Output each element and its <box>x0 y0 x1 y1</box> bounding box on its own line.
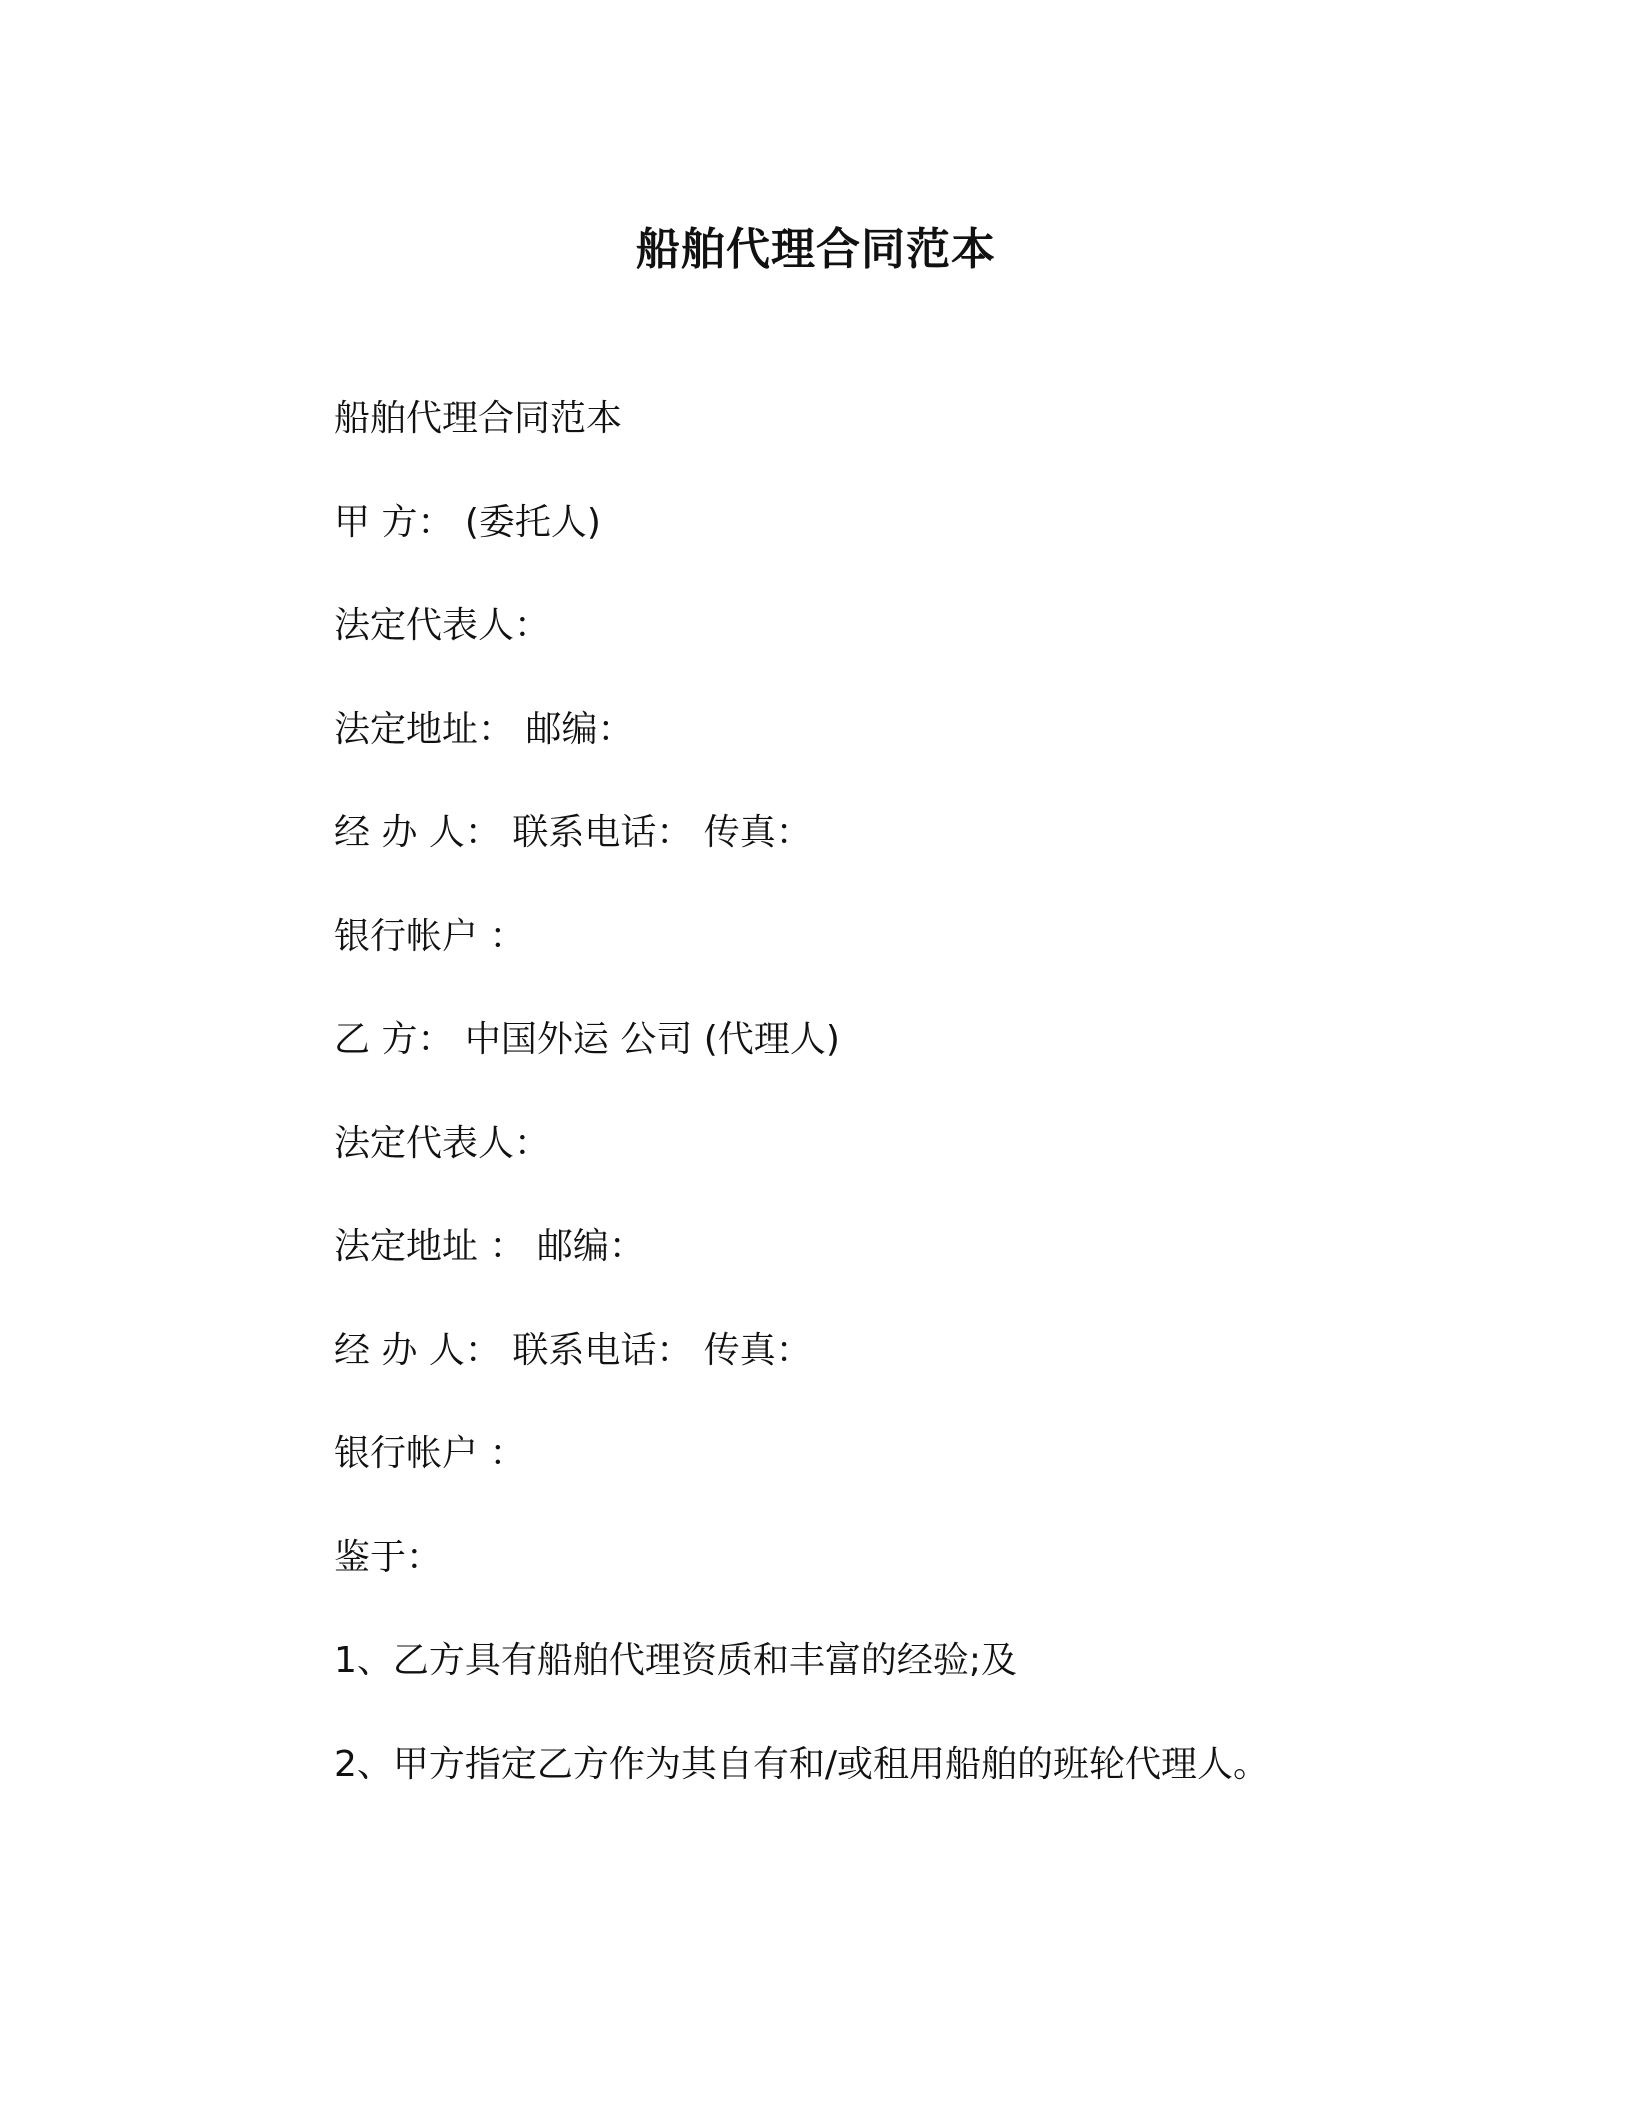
document-body <box>334 394 1384 1843</box>
whereas-clause-2: 2、甲方指定乙方作为其自有和/或租用船舶的班轮代理人。 <box>334 1743 1270 1785</box>
party-b-address-postcode: 法定地址 ： 邮编： <box>334 1226 645 1267</box>
party-a-legal-representative: 法定代表人： <box>334 605 551 646</box>
whereas-clause-1: 1、乙方具有船舶代理资质和丰富的经验;及 <box>334 1640 1018 1681</box>
party-b-line: 乙 方： 中国外运 公司 (代理人) <box>334 1019 840 1060</box>
subtitle-line: 船舶代理合同范本 <box>334 398 623 439</box>
party-a-bank-account: 银行帐户 ： <box>334 915 526 957</box>
whereas-heading: 鉴于： <box>334 1536 443 1578</box>
document-title: 船舶代理合同范本 <box>636 224 996 275</box>
party-a-address-postcode: 法定地址： 邮编： <box>334 708 634 750</box>
party-b-contact-line: 经 办 人： 联系电话： 传真： <box>334 1329 812 1371</box>
party-a-line: 甲 方： (委托人) <box>334 501 601 543</box>
party-a-contact-line: 经 办 人： 联系电话： 传真： <box>334 812 812 853</box>
party-b-bank-account: 银行帐户 ： <box>334 1433 526 1474</box>
party-b-legal-representative: 法定代表人： <box>334 1122 551 1164</box>
